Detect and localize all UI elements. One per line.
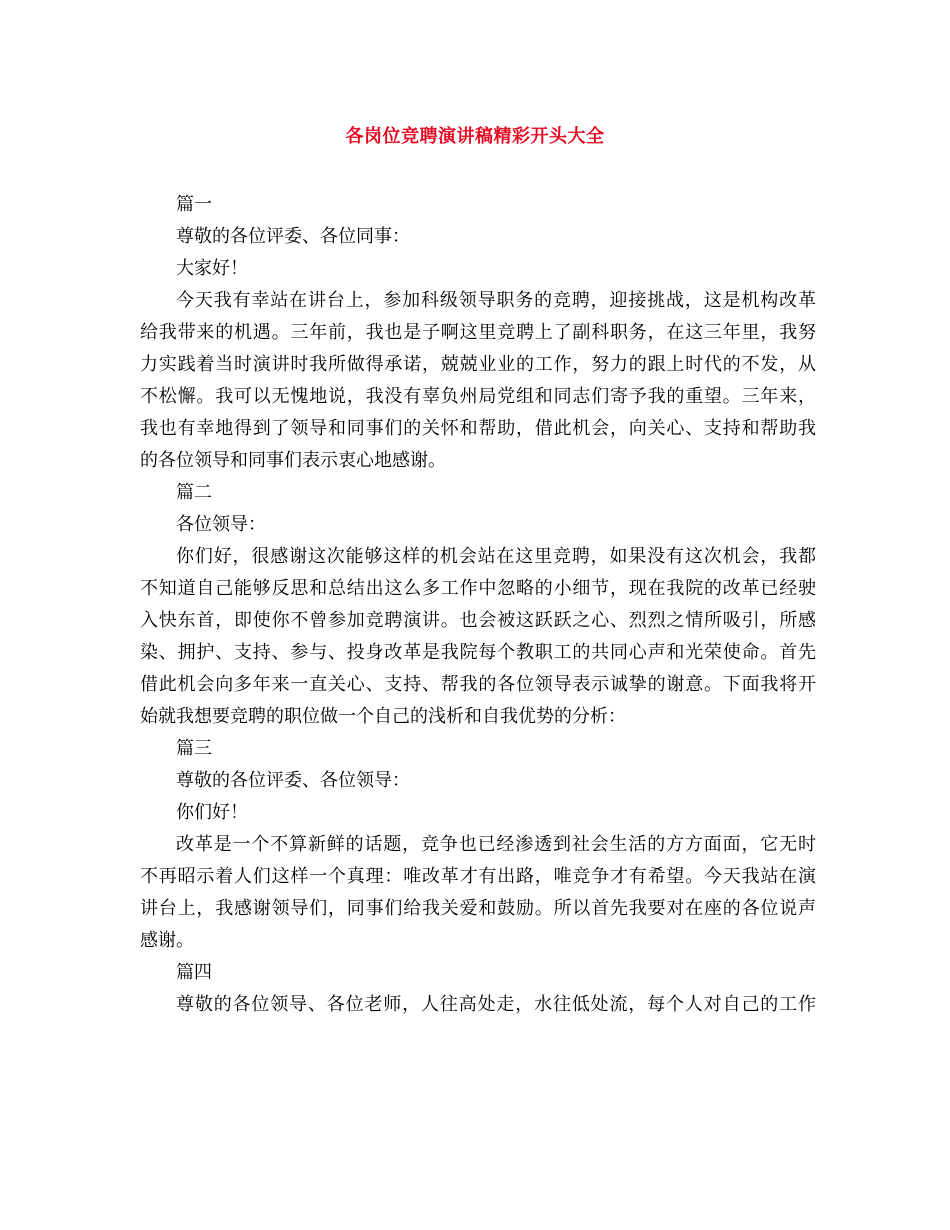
text-line: 尊敬的各位评委、各位同事： <box>176 226 410 247</box>
text-line: 始就我想要竞聘的职位做一个自己的浅析和自我优势的分析： <box>140 706 626 727</box>
text-line: 我也有幸地得到了领导和同事们的关怀和帮助，借此机会，向关心、支持和帮助我 <box>140 418 816 439</box>
text-line: 给我带来的机遇。三年前，我也是子啊这里竞聘上了副科职务，在这三年里，我努 <box>140 322 816 343</box>
text-line: 改革是一个不算新鲜的话题，竞争也已经渗透到社会生活的方方面面，它无时 <box>176 834 816 855</box>
text-line: 篇三 <box>176 738 212 759</box>
text-line: 的各位领导和同事们表示衷心地感谢。 <box>140 450 446 471</box>
text-line: 各位领导： <box>176 514 266 535</box>
text-line: 篇四 <box>176 962 212 983</box>
document-body <box>140 189 816 1021</box>
text-line: 尊敬的各位领导、各位老师，人往高处走，水往低处流，每个人对自己的工作 <box>176 994 816 1015</box>
text-line: 大家好！ <box>176 258 248 279</box>
text-line: 不再昭示着人们这样一个真理：唯改革才有出路，唯竞争才有希望。今天我站在演 <box>140 866 816 887</box>
text-line: 讲台上，我感谢领导们，同事们给我关爱和鼓励。所以首先我要对在座的各位说声 <box>140 898 816 919</box>
text-line: 篇二 <box>176 482 212 503</box>
text-line: 借此机会向多年来一直关心、支持、帮我的各位领导表示诚挚的谢意。下面我将开 <box>140 674 816 695</box>
text-line: 入快东首，即使你不曾参加竞聘演讲。也会被这跃跃之心、烈烈之情所吸引，所感 <box>140 610 816 631</box>
text-line: 不松懈。我可以无愧地说，我没有辜负州局党组和同志们寄予我的重望。三年来， <box>140 386 816 407</box>
text-line: 染、拥护、支持、参与、投身改革是我院每个教职工的共同心声和光荣使命。首先 <box>140 642 816 663</box>
text-line: 今天我有幸站在讲台上，参加科级领导职务的竞聘，迎接挑战，这是机构改革 <box>176 290 816 311</box>
text-line: 篇一 <box>176 194 212 215</box>
text-line: 你们好！ <box>176 802 248 823</box>
text-line: 力实践着当时演讲时我所做得承诺，兢兢业业的工作，努力的跟上时代的不发，从 <box>140 354 816 375</box>
text-line: 你们好，很感谢这次能够这样的机会站在这里竞聘，如果没有这次机会，我都 <box>176 546 816 567</box>
text-line: 尊敬的各位评委、各位领导： <box>176 770 410 791</box>
text-line: 不知道自己能够反思和总结出这么多工作中忽略的小细节，现在我院的改革已经驶 <box>140 578 816 599</box>
document-title: 各岗位竞聘演讲稿精彩开头大全 <box>345 126 605 147</box>
text-line: 感谢。 <box>140 930 194 951</box>
